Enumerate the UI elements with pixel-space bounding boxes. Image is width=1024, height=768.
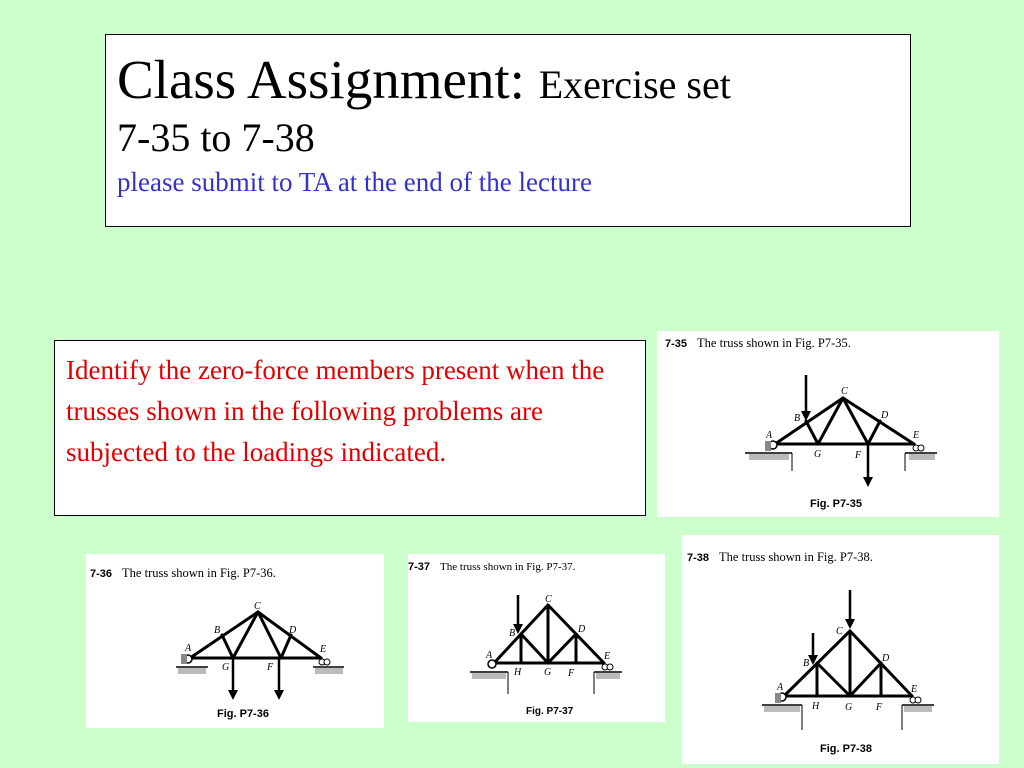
node-label-e: E [320, 644, 327, 655]
node-label-e: E [604, 651, 611, 662]
node-label-d: D [882, 653, 890, 664]
title-line [117, 51, 910, 114]
title-sub: Exercise set [538, 62, 731, 107]
truss-diagram-7-38 [682, 535, 999, 764]
instruction-box: Identify the zero-force members present when the trusses shown in the following problems are subjected to the loadings indicated. [54, 340, 646, 516]
figure-7-35 [657, 331, 999, 517]
figure-label: Fig. P7-38 [820, 743, 872, 755]
node-label-c: C [841, 386, 848, 397]
node-label-h: H [812, 701, 820, 712]
node-label-g: G [222, 662, 230, 673]
node-label-g: G [814, 449, 822, 460]
figure-number: 7-37 [408, 561, 431, 573]
truss-diagram-7-35 [657, 331, 999, 517]
figure-label: Fig. P7-37 [526, 706, 574, 717]
figure-number: 7-35 [665, 338, 688, 350]
node-label-d: D [289, 625, 297, 636]
figure-number: 7-38 [687, 552, 710, 564]
node-label-f: F [876, 702, 883, 713]
figure-caption-text: The truss shown in Fig. P7-35. [697, 336, 851, 350]
node-label-a: A [766, 430, 773, 441]
node-label-b: B [509, 628, 516, 639]
node-label-h: H [514, 667, 522, 678]
title-range: 7-35 to 7-38 [117, 115, 315, 160]
truss-diagram-7-37 [408, 554, 665, 722]
node-label-a: A [777, 682, 784, 693]
figure-caption-text: The truss shown in Fig. P7-37. [440, 561, 576, 573]
figure-number: 7-36 [90, 568, 113, 580]
node-label-c: C [836, 626, 843, 637]
node-label-f: F [568, 668, 575, 679]
figure-caption-text: The truss shown in Fig. P7-38. [719, 550, 873, 564]
figure-7-37 [408, 554, 665, 722]
title-main: Class Assignment: [117, 49, 525, 110]
node-label-b: B [803, 658, 810, 669]
figure-7-36 [86, 554, 384, 728]
figure-label: Fig. P7-36 [217, 708, 269, 720]
node-label-e: E [913, 430, 920, 441]
node-label-a: A [185, 643, 192, 654]
node-label-d: D [578, 624, 586, 635]
node-label-c: C [545, 594, 552, 605]
figure-7-38 [682, 535, 999, 764]
node-label-f: F [267, 662, 274, 673]
figure-caption-text: The truss shown in Fig. P7-36. [122, 566, 276, 580]
node-label-a: A [486, 650, 493, 661]
node-label-g: G [544, 667, 552, 678]
truss-diagram-7-36 [86, 554, 384, 728]
title-note: please submit to TA at the end of the lecture [117, 167, 592, 197]
figure-label: Fig. P7-35 [810, 498, 862, 510]
title-box [105, 34, 911, 227]
node-label-b: B [214, 625, 221, 636]
node-label-d: D [881, 410, 889, 421]
node-label-e: E [911, 684, 918, 695]
node-label-b: B [794, 413, 801, 424]
node-label-g: G [845, 702, 853, 713]
node-label-f: F [855, 450, 862, 461]
node-label-c: C [254, 601, 261, 612]
